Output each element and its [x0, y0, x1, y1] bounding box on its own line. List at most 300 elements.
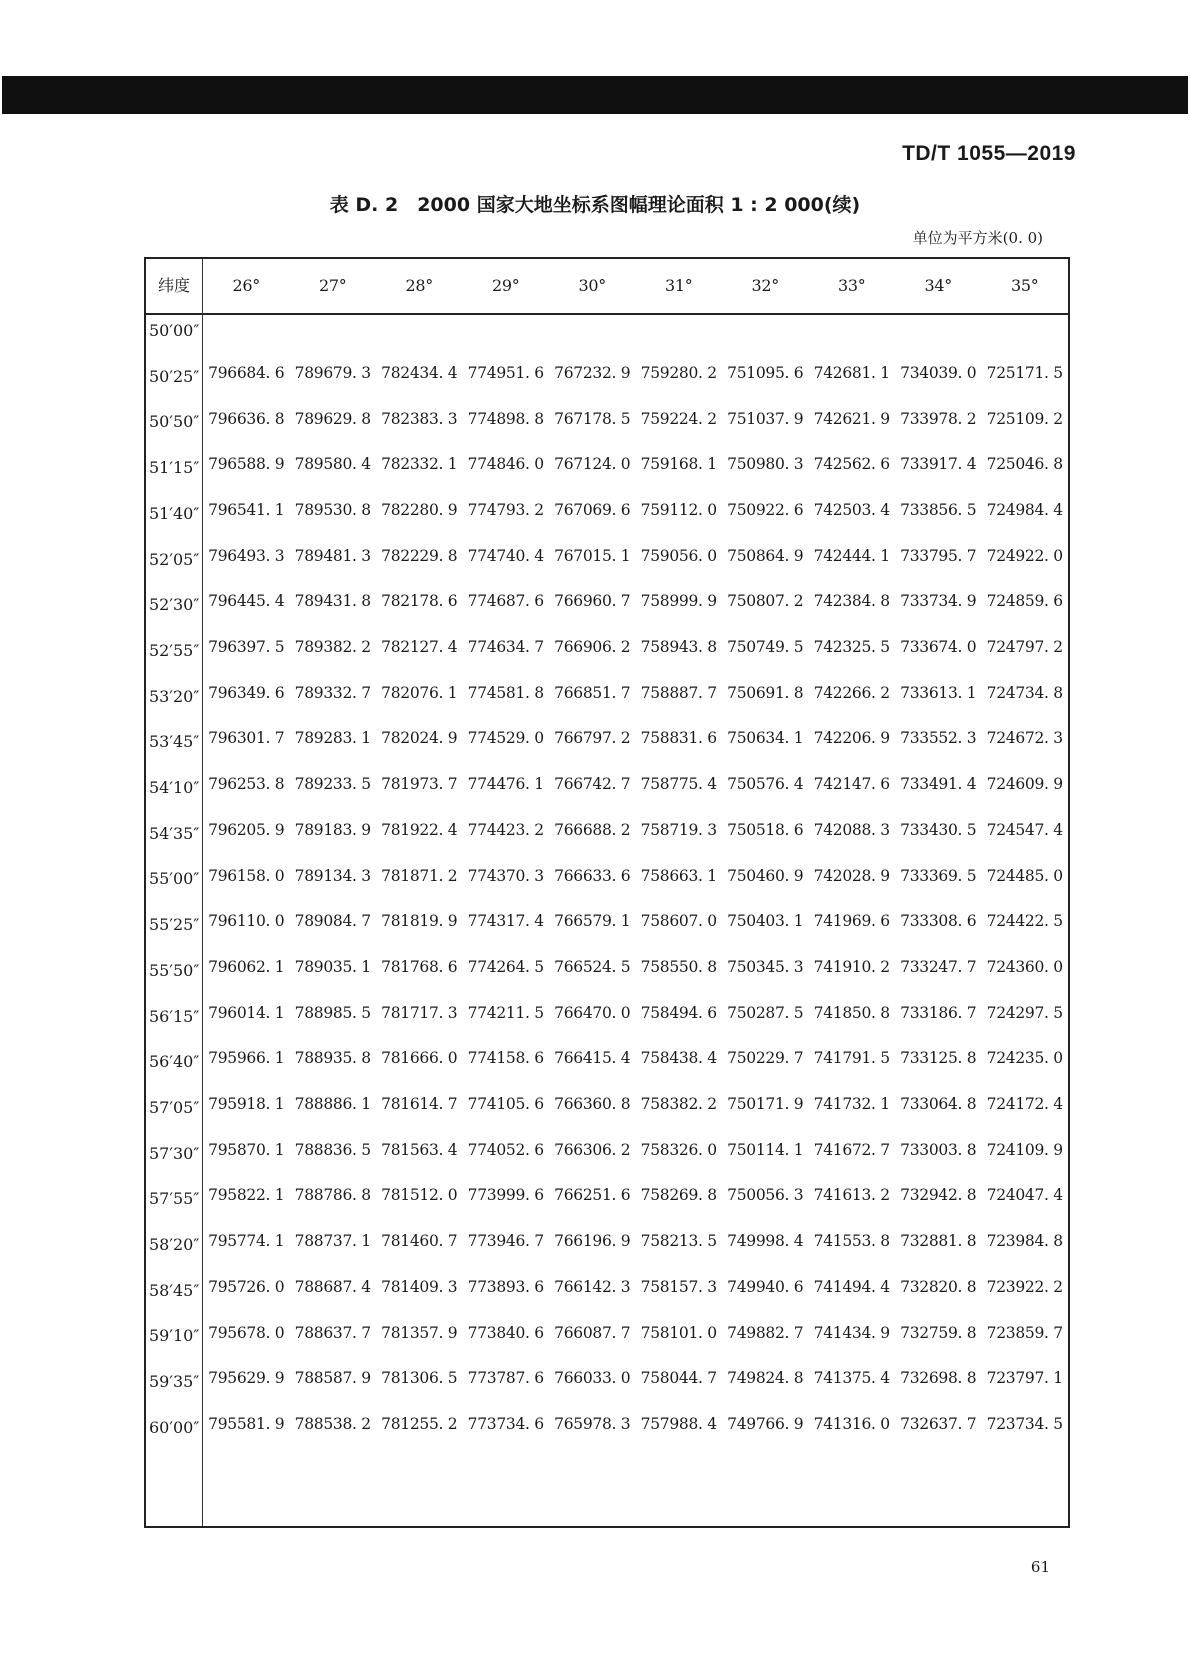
area-value: 725046. 8 — [986, 455, 1063, 474]
area-value: 766633. 6 — [554, 866, 631, 885]
area-value: 773734. 6 — [467, 1414, 544, 1433]
table-row — [203, 1363, 1068, 1393]
latitude-label: 57′55″ — [149, 1189, 200, 1209]
area-value: 749940. 6 — [727, 1277, 804, 1296]
area-value: 796493. 3 — [208, 546, 285, 565]
column-header: 30° — [578, 276, 606, 295]
area-value: 774105. 6 — [467, 1095, 544, 1114]
area-value: 781512. 0 — [381, 1186, 458, 1205]
area-value: 782229. 8 — [381, 546, 458, 565]
area-value: 796349. 6 — [208, 683, 285, 702]
area-value: 774951. 6 — [467, 363, 544, 382]
area-value: 796158. 0 — [208, 866, 285, 885]
area-value: 788886. 1 — [294, 1095, 371, 1114]
area-value: 789035. 1 — [294, 957, 371, 976]
area-value: 742147. 6 — [813, 775, 890, 794]
area-value: 732881. 8 — [900, 1232, 977, 1251]
table-row — [203, 404, 1068, 434]
latitude-label: 50′50″ — [149, 412, 200, 432]
area-value: 724734. 8 — [986, 683, 1063, 702]
area-value: 782434. 4 — [381, 363, 458, 382]
area-value: 788637. 7 — [294, 1323, 371, 1342]
area-value: 796397. 5 — [208, 638, 285, 657]
area-value: 758999. 9 — [640, 592, 717, 611]
table-row — [203, 1226, 1068, 1256]
area-value: 759168. 1 — [640, 455, 717, 474]
table-row — [203, 1272, 1068, 1302]
area-value: 724797. 2 — [986, 638, 1063, 657]
area-value: 781255. 2 — [381, 1414, 458, 1433]
table-row — [203, 449, 1068, 479]
column-header: 31° — [665, 276, 693, 295]
area-value: 788786. 8 — [294, 1186, 371, 1205]
area-value: 732820. 8 — [900, 1277, 977, 1296]
area-value: 749766. 9 — [727, 1414, 804, 1433]
area-value: 742088. 3 — [813, 820, 890, 839]
column-header: 29° — [492, 276, 520, 295]
area-value: 795678. 0 — [208, 1323, 285, 1342]
area-value: 742681. 1 — [813, 363, 890, 382]
area-value: 724922. 0 — [986, 546, 1063, 565]
area-value: 773999. 6 — [467, 1186, 544, 1205]
area-value: 733430. 5 — [900, 820, 977, 839]
area-value: 774687. 6 — [467, 592, 544, 611]
area-value: 774264. 5 — [467, 957, 544, 976]
latitude-label: 52′05″ — [149, 549, 200, 569]
area-value: 774317. 4 — [467, 912, 544, 931]
area-value: 796445. 4 — [208, 592, 285, 611]
area-table — [144, 257, 1070, 1528]
table-row — [203, 769, 1068, 799]
area-value: 774846. 0 — [467, 455, 544, 474]
area-value: 733125. 8 — [900, 1049, 977, 1068]
area-value: 795629. 9 — [208, 1369, 285, 1388]
area-value: 724047. 4 — [986, 1186, 1063, 1205]
area-value: 758775. 4 — [640, 775, 717, 794]
area-value: 796588. 9 — [208, 455, 285, 474]
area-value: 758719. 3 — [640, 820, 717, 839]
latitude-label: 52′55″ — [149, 640, 200, 660]
area-value: 759112. 0 — [640, 500, 717, 519]
area-value: 789530. 8 — [294, 500, 371, 519]
area-value: 789679. 3 — [294, 363, 371, 382]
area-value: 766087. 7 — [554, 1323, 631, 1342]
area-value: 782332. 1 — [381, 455, 458, 474]
area-value: 765978. 3 — [554, 1414, 631, 1433]
area-value: 796205. 9 — [208, 820, 285, 839]
area-value: 750518. 6 — [727, 820, 804, 839]
area-value: 795726. 0 — [208, 1277, 285, 1296]
area-value: 758101. 0 — [640, 1323, 717, 1342]
area-value: 766797. 2 — [554, 729, 631, 748]
area-value: 733186. 7 — [900, 1003, 977, 1022]
area-value: 796253. 8 — [208, 775, 285, 794]
area-value: 767124. 0 — [554, 455, 631, 474]
area-value: 724172. 4 — [986, 1095, 1063, 1114]
area-value: 723859. 7 — [986, 1323, 1063, 1342]
area-value: 781357. 9 — [381, 1323, 458, 1342]
area-value: 741553. 8 — [813, 1232, 890, 1251]
area-value: 796301. 7 — [208, 729, 285, 748]
area-value: 788587. 9 — [294, 1369, 371, 1388]
area-value: 796062. 1 — [208, 957, 285, 976]
area-value: 742325. 5 — [813, 638, 890, 657]
area-value: 766960. 7 — [554, 592, 631, 611]
area-value: 774581. 8 — [467, 683, 544, 702]
area-value: 724485. 0 — [986, 866, 1063, 885]
area-value: 741494. 4 — [813, 1277, 890, 1296]
area-value: 766906. 2 — [554, 638, 631, 657]
area-value: 766306. 2 — [554, 1140, 631, 1159]
area-value: 782127. 4 — [381, 638, 458, 657]
area-value: 757988. 4 — [640, 1414, 717, 1433]
latitude-label: 53′45″ — [149, 732, 200, 752]
area-value: 789431. 8 — [294, 592, 371, 611]
area-value: 774158. 6 — [467, 1049, 544, 1068]
table-row — [203, 495, 1068, 525]
area-value: 758269. 8 — [640, 1186, 717, 1205]
area-value: 733674. 0 — [900, 638, 977, 657]
area-value: 781819. 9 — [381, 912, 458, 931]
area-value: 733917. 4 — [900, 455, 977, 474]
area-value: 774052. 6 — [467, 1140, 544, 1159]
area-value: 732759. 8 — [900, 1323, 977, 1342]
area-value: 781871. 2 — [381, 866, 458, 885]
area-value: 766579. 1 — [554, 912, 631, 931]
column-header: 26° — [232, 276, 260, 295]
area-value: 789134. 3 — [294, 866, 371, 885]
area-value: 724984. 4 — [986, 500, 1063, 519]
page-number: 61 — [1030, 1558, 1050, 1576]
area-value: 750114. 1 — [727, 1140, 804, 1159]
area-value: 750922. 6 — [727, 500, 804, 519]
area-value: 724235. 0 — [986, 1049, 1063, 1068]
area-value: 781614. 7 — [381, 1095, 458, 1114]
corner-header: 纬度 — [157, 276, 190, 295]
area-value: 758831. 6 — [640, 729, 717, 748]
latitude-label: 58′20″ — [149, 1235, 200, 1254]
area-value: 750634. 1 — [727, 729, 804, 748]
area-value: 766415. 4 — [554, 1049, 631, 1068]
latitude-label: 60′00″ — [149, 1417, 200, 1437]
area-value: 742621. 9 — [813, 409, 890, 428]
area-value: 796014. 1 — [208, 1003, 285, 1022]
latitude-label: 55′00″ — [149, 869, 200, 889]
area-value: 781666. 0 — [381, 1049, 458, 1068]
area-value: 758494. 6 — [640, 1003, 717, 1022]
area-value: 733613. 1 — [900, 683, 977, 702]
table-row — [203, 1318, 1068, 1348]
area-value: 741791. 5 — [813, 1049, 890, 1068]
area-value: 758887. 7 — [640, 683, 717, 702]
area-value: 749824. 8 — [727, 1369, 804, 1388]
table-row — [203, 541, 1068, 571]
area-value: 774370. 3 — [467, 866, 544, 885]
area-value: 750056. 3 — [727, 1186, 804, 1205]
area-value: 750345. 3 — [727, 957, 804, 976]
area-value: 766142. 3 — [554, 1277, 631, 1296]
area-value: 789233. 5 — [294, 775, 371, 794]
area-value: 741850. 8 — [813, 1003, 890, 1022]
area-value: 733856. 5 — [900, 500, 977, 519]
area-value: 749998. 4 — [727, 1232, 804, 1251]
area-value: 774634. 7 — [467, 638, 544, 657]
area-value: 750403. 1 — [727, 912, 804, 931]
area-value: 749882. 7 — [727, 1323, 804, 1342]
table-row — [203, 1180, 1068, 1210]
area-value: 750691. 8 — [727, 683, 804, 702]
table-row — [203, 998, 1068, 1028]
area-value: 774793. 2 — [467, 500, 544, 519]
latitude-label: 54′10″ — [149, 778, 200, 797]
area-value: 781306. 5 — [381, 1369, 458, 1388]
area-value: 795870. 1 — [208, 1140, 285, 1159]
table-row — [203, 1043, 1068, 1073]
area-value: 781768. 6 — [381, 957, 458, 976]
area-value: 733308. 6 — [900, 912, 977, 931]
area-value: 796110. 0 — [208, 912, 285, 931]
area-value: 732637. 7 — [900, 1414, 977, 1433]
area-value: 789580. 4 — [294, 455, 371, 474]
area-value: 789332. 7 — [294, 683, 371, 702]
standard-code: TD/T 1055—2019 — [902, 142, 1076, 165]
latitude-label: 55′25″ — [149, 915, 200, 935]
area-value: 782076. 1 — [381, 683, 458, 702]
area-value: 750864. 9 — [727, 546, 804, 565]
area-value: 732942. 8 — [900, 1186, 977, 1205]
latitude-label: 52′30″ — [149, 595, 200, 615]
area-value: 741434. 9 — [813, 1323, 890, 1342]
area-value: 751095. 6 — [727, 363, 804, 382]
table-row — [203, 632, 1068, 662]
area-value: 774529. 0 — [467, 729, 544, 748]
latitude-label: 58′45″ — [149, 1280, 200, 1300]
area-value: 758213. 5 — [640, 1232, 717, 1251]
latitude-label: 57′05″ — [149, 1097, 200, 1117]
area-value: 741732. 1 — [813, 1095, 890, 1114]
area-value: 724609. 9 — [986, 775, 1063, 794]
area-value: 725171. 5 — [986, 363, 1063, 382]
table-row — [203, 678, 1068, 708]
column-header: 35° — [1011, 276, 1039, 295]
area-value: 733734. 9 — [900, 592, 977, 611]
area-value: 773787. 6 — [467, 1369, 544, 1388]
area-value: 795774. 1 — [208, 1232, 285, 1251]
area-value: 724422. 5 — [986, 912, 1063, 931]
area-value: 742444. 1 — [813, 546, 890, 565]
area-value: 742206. 9 — [813, 729, 890, 748]
area-value: 724859. 6 — [986, 592, 1063, 611]
area-value: 723734. 5 — [986, 1414, 1063, 1433]
column-header-row — [203, 259, 1068, 313]
area-value: 750287. 5 — [727, 1003, 804, 1022]
table-row — [203, 906, 1068, 936]
area-value: 723797. 1 — [986, 1369, 1063, 1388]
area-value: 766251. 6 — [554, 1186, 631, 1205]
area-value: 723922. 2 — [986, 1277, 1063, 1296]
column-header: 34° — [924, 276, 952, 295]
area-value: 795918. 1 — [208, 1095, 285, 1114]
area-value: 796541. 1 — [208, 500, 285, 519]
area-value: 758550. 8 — [640, 957, 717, 976]
header-divider — [146, 313, 1068, 315]
latitude-label: 59′10″ — [149, 1326, 200, 1346]
area-value: 724360. 0 — [986, 957, 1063, 976]
top-black-band — [2, 76, 1188, 114]
area-value: 782280. 9 — [381, 500, 458, 519]
latitude-label: 55′50″ — [149, 960, 200, 980]
area-value: 767069. 6 — [554, 500, 631, 519]
area-value: 750807. 2 — [727, 592, 804, 611]
area-value: 758663. 1 — [640, 866, 717, 885]
area-value: 741969. 6 — [813, 912, 890, 931]
area-value: 741316. 0 — [813, 1414, 890, 1433]
area-value: 766524. 5 — [554, 957, 631, 976]
area-value: 789481. 3 — [294, 546, 371, 565]
table-row — [203, 586, 1068, 616]
area-value: 742266. 2 — [813, 683, 890, 702]
area-value: 759280. 2 — [640, 363, 717, 382]
area-value: 750576. 4 — [727, 775, 804, 794]
area-value: 774476. 1 — [467, 775, 544, 794]
table-row — [203, 861, 1068, 891]
area-value: 788985. 5 — [294, 1003, 371, 1022]
area-value: 781409. 3 — [381, 1277, 458, 1296]
area-value: 766033. 0 — [554, 1369, 631, 1388]
area-value: 733247. 7 — [900, 957, 977, 976]
area-value: 750171. 9 — [727, 1095, 804, 1114]
area-value: 766196. 9 — [554, 1232, 631, 1251]
area-value: 773946. 7 — [467, 1232, 544, 1251]
area-value: 725109. 2 — [986, 409, 1063, 428]
area-value: 742503. 4 — [813, 500, 890, 519]
area-value: 767015. 1 — [554, 546, 631, 565]
latitude-label: 51′40″ — [149, 503, 200, 523]
latitude-label: 57′30″ — [149, 1143, 200, 1163]
area-value: 750980. 3 — [727, 455, 804, 474]
area-value: 767178. 5 — [554, 409, 631, 428]
area-value: 734039. 0 — [900, 363, 977, 382]
latitude-label: 56′15″ — [149, 1006, 200, 1026]
area-value: 781922. 4 — [381, 820, 458, 839]
area-value: 759224. 2 — [640, 409, 717, 428]
area-value: 733369. 5 — [900, 866, 977, 885]
area-value: 773893. 6 — [467, 1277, 544, 1296]
area-value: 742384. 8 — [813, 592, 890, 611]
area-value: 741613. 2 — [813, 1186, 890, 1205]
latitude-label: 50′25″ — [149, 366, 200, 386]
area-value: 751037. 9 — [727, 409, 804, 428]
area-value: 733978. 2 — [900, 409, 977, 428]
latitude-label: 53′20″ — [149, 686, 200, 706]
area-value: 742028. 9 — [813, 866, 890, 885]
column-header: 28° — [405, 276, 433, 295]
area-value: 724672. 3 — [986, 729, 1063, 748]
area-value: 796636. 8 — [208, 409, 285, 428]
table-row — [203, 358, 1068, 388]
column-header: 32° — [751, 276, 779, 295]
column-header: 33° — [838, 276, 866, 295]
area-value: 788836. 5 — [294, 1140, 371, 1159]
area-value: 774740. 4 — [467, 546, 544, 565]
area-value: 788737. 1 — [294, 1232, 371, 1251]
unit-note: 单位为平方米(0. 0) — [912, 229, 1043, 247]
table-row — [203, 1409, 1068, 1439]
area-value: 758157. 3 — [640, 1277, 717, 1296]
area-value: 732698. 8 — [900, 1369, 977, 1388]
area-value: 767232. 9 — [554, 363, 631, 382]
area-value: 773840. 6 — [467, 1323, 544, 1342]
area-value: 724109. 9 — [986, 1140, 1063, 1159]
area-value: 758607. 0 — [640, 912, 717, 931]
area-value: 733795. 7 — [900, 546, 977, 565]
table-row — [203, 815, 1068, 845]
area-value: 766470. 0 — [554, 1003, 631, 1022]
area-value: 796684. 6 — [208, 363, 285, 382]
area-value: 723984. 8 — [986, 1232, 1063, 1251]
area-value: 758943. 8 — [640, 638, 717, 657]
area-value: 789183. 9 — [294, 820, 371, 839]
area-value: 766742. 7 — [554, 775, 631, 794]
area-value: 788687. 4 — [294, 1277, 371, 1296]
area-value: 733552. 3 — [900, 729, 977, 748]
area-value: 741375. 4 — [813, 1369, 890, 1388]
table-row — [203, 1089, 1068, 1119]
area-value: 781973. 7 — [381, 775, 458, 794]
table-caption: 表 D. 2 2000 国家大地坐标系图幅理论面积 1 : 2 000(续) — [329, 194, 861, 216]
area-value: 741672. 7 — [813, 1140, 890, 1159]
area-value: 774898. 8 — [467, 409, 544, 428]
table-row — [203, 952, 1068, 982]
area-value: 742562. 6 — [813, 455, 890, 474]
area-value: 741910. 2 — [813, 957, 890, 976]
area-value: 782383. 3 — [381, 409, 458, 428]
area-value: 758326. 0 — [640, 1140, 717, 1159]
area-value: 766688. 2 — [554, 820, 631, 839]
area-value: 789382. 2 — [294, 638, 371, 657]
area-value: 733003. 8 — [900, 1140, 977, 1159]
area-value: 758044. 7 — [640, 1369, 717, 1388]
area-value: 782178. 6 — [381, 592, 458, 611]
area-value: 766360. 8 — [554, 1095, 631, 1114]
area-value: 788935. 8 — [294, 1049, 371, 1068]
area-value: 788538. 2 — [294, 1414, 371, 1433]
latitude-label: 56′40″ — [149, 1052, 200, 1072]
area-value: 750460. 9 — [727, 866, 804, 885]
area-value: 759056. 0 — [640, 546, 717, 565]
latitude-label: 50′00″ — [149, 321, 200, 340]
area-value: 766851. 7 — [554, 683, 631, 702]
area-value: 781460. 7 — [381, 1232, 458, 1251]
area-value: 795966. 1 — [208, 1049, 285, 1068]
latitude-label: 54′35″ — [149, 823, 200, 843]
area-value: 758438. 4 — [640, 1049, 717, 1068]
area-value: 750749. 5 — [727, 638, 804, 657]
area-value: 789283. 1 — [294, 729, 371, 748]
area-value: 789629. 8 — [294, 409, 371, 428]
area-value: 781717. 3 — [381, 1003, 458, 1022]
area-value: 774211. 5 — [467, 1003, 544, 1022]
table-row — [203, 1135, 1068, 1165]
area-value: 750229. 7 — [727, 1049, 804, 1068]
area-value: 733064. 8 — [900, 1095, 977, 1114]
latitude-label: 51′15″ — [149, 458, 200, 478]
area-value: 724547. 4 — [986, 820, 1063, 839]
latitude-label: 59′35″ — [149, 1372, 200, 1392]
area-value: 795581. 9 — [208, 1414, 285, 1433]
area-value: 789084. 7 — [294, 912, 371, 931]
area-value: 733491. 4 — [900, 775, 977, 794]
